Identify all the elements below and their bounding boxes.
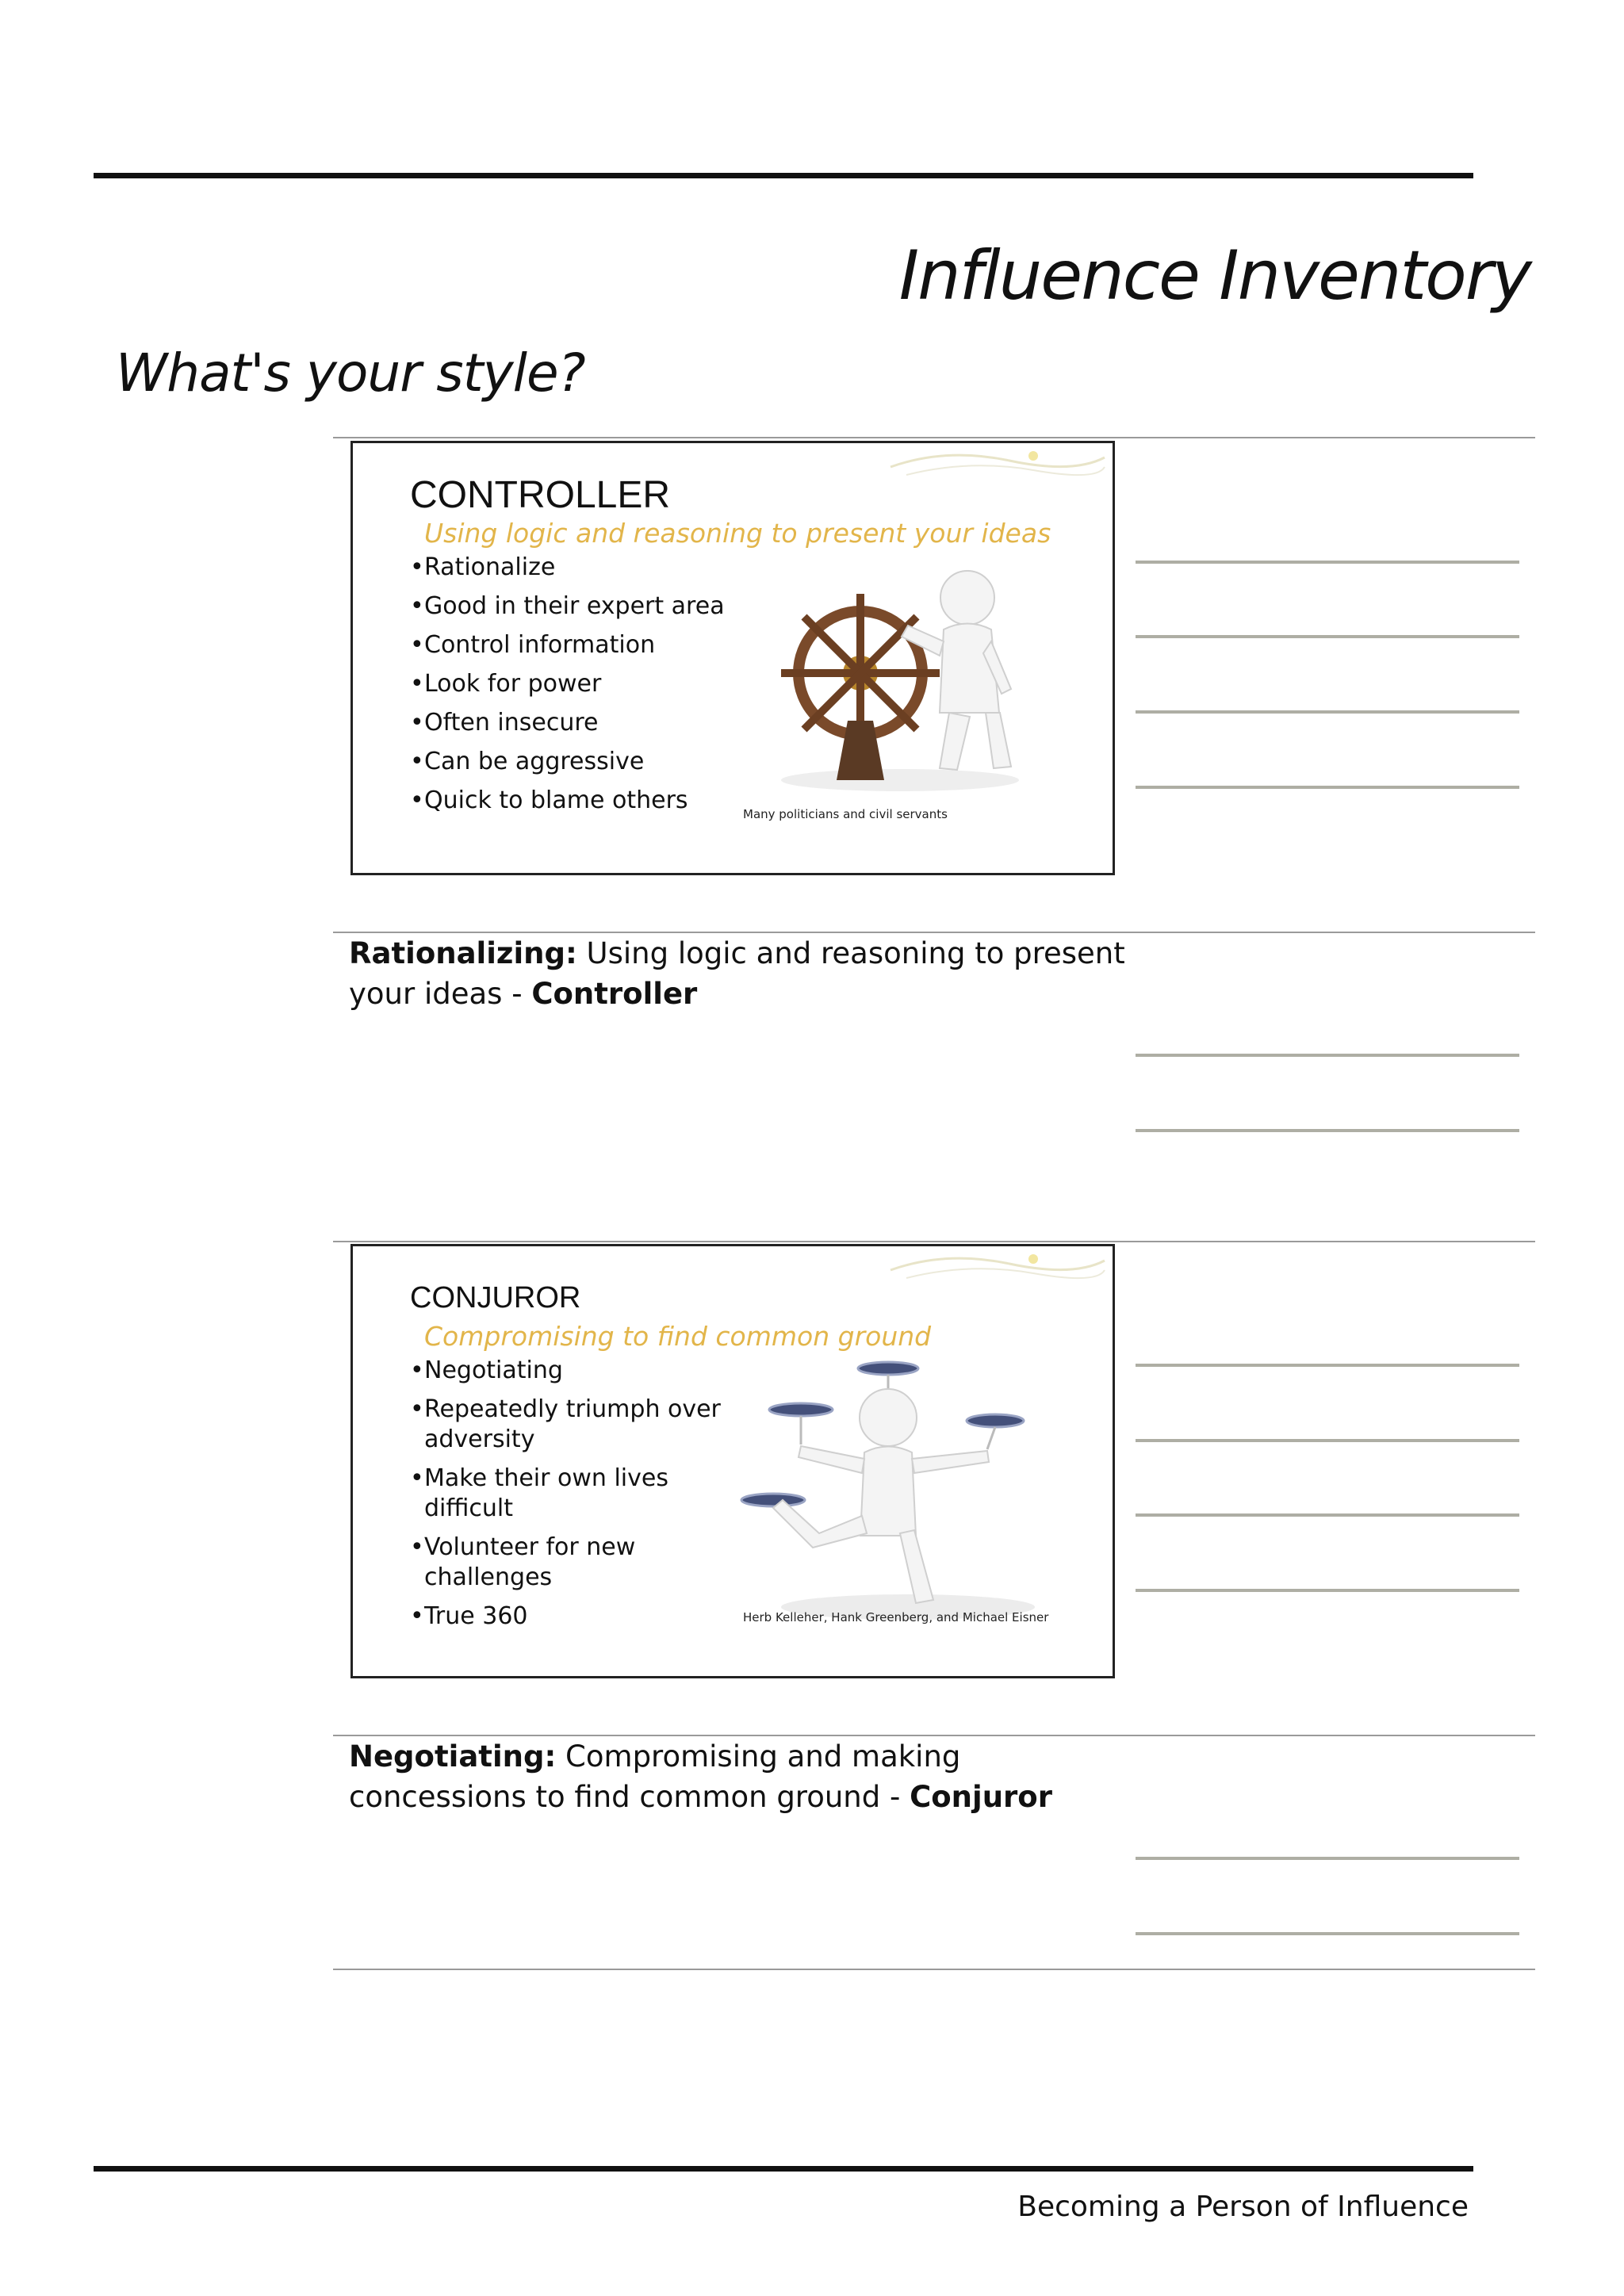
bullet-item: • Can be aggressive	[410, 747, 725, 777]
bullet-item: • Make their own lives difficult	[410, 1464, 743, 1524]
slide-caption: Many politicians and civil servants	[743, 807, 948, 821]
page-subtitle: What's your style?	[116, 342, 585, 404]
map-decoration-icon	[875, 443, 1113, 483]
style-description	[349, 1736, 1126, 1817]
style-description	[349, 933, 1126, 1014]
description-term: Negotiating:	[349, 1739, 557, 1774]
notes-line	[1136, 1364, 1519, 1367]
bullet-item: • Rationalize	[410, 553, 725, 583]
slide-tagline: Using logic and reasoning to present your ideas	[424, 518, 1051, 549]
slide-bullets	[410, 553, 725, 816]
bullet-item: • Often insecure	[410, 708, 725, 738]
section-divider	[333, 1969, 1535, 1970]
slide-caption: Herb Kelleher, Hank Greenberg, and Michael Eisner	[743, 1610, 1049, 1624]
header-rule	[94, 173, 1473, 178]
bullet-item: • Control information	[410, 630, 725, 660]
plate-spinning-figure-image	[726, 1357, 1059, 1627]
bullet-item: • Volunteer for new challenges	[410, 1533, 743, 1593]
notes-line	[1136, 561, 1519, 564]
section-divider	[333, 1241, 1535, 1242]
ship-wheel-figure-image	[781, 554, 1043, 808]
bullet-item: • Look for power	[410, 669, 725, 699]
description-text: Compromising and making concessions to find common ground -	[349, 1739, 961, 1814]
section-divider	[333, 437, 1535, 438]
page-footer: Becoming a Person of Influence	[1017, 2191, 1469, 2223]
description-text: Using logic and reasoning to present your ideas -	[349, 936, 1125, 1011]
notes-line	[1136, 786, 1519, 789]
notes-line	[1136, 1439, 1519, 1442]
bullet-item: • Negotiating	[410, 1356, 743, 1386]
notes-line	[1136, 1054, 1519, 1057]
slide-controller	[350, 441, 1115, 875]
bullet-item: • True 360	[410, 1601, 743, 1632]
slide-tagline: Compromising to find common ground	[424, 1321, 932, 1352]
notes-line	[1136, 710, 1519, 714]
notes-line	[1136, 1932, 1519, 1935]
bullet-item: • Repeatedly triumph over adversity	[410, 1395, 743, 1455]
bullet-item: • Quick to blame others	[410, 786, 725, 816]
slide-heading: CONTROLLER	[410, 474, 671, 516]
notes-line	[1136, 1513, 1519, 1517]
footer-rule	[94, 2166, 1473, 2172]
description-style: Conjuror	[910, 1780, 1052, 1814]
slide-heading: CONJUROR	[410, 1281, 581, 1314]
notes-line	[1136, 1589, 1519, 1592]
slide-conjuror	[350, 1244, 1115, 1678]
notes-line	[1136, 1857, 1519, 1860]
notes-line	[1136, 635, 1519, 638]
slide-bullets	[410, 1356, 743, 1632]
map-decoration-icon	[875, 1246, 1113, 1286]
description-style: Controller	[531, 977, 698, 1011]
bullet-item: • Good in their expert area	[410, 591, 725, 622]
notes-line	[1136, 1129, 1519, 1132]
page-title: Influence Inventory	[898, 236, 1530, 316]
description-term: Rationalizing:	[349, 936, 577, 970]
